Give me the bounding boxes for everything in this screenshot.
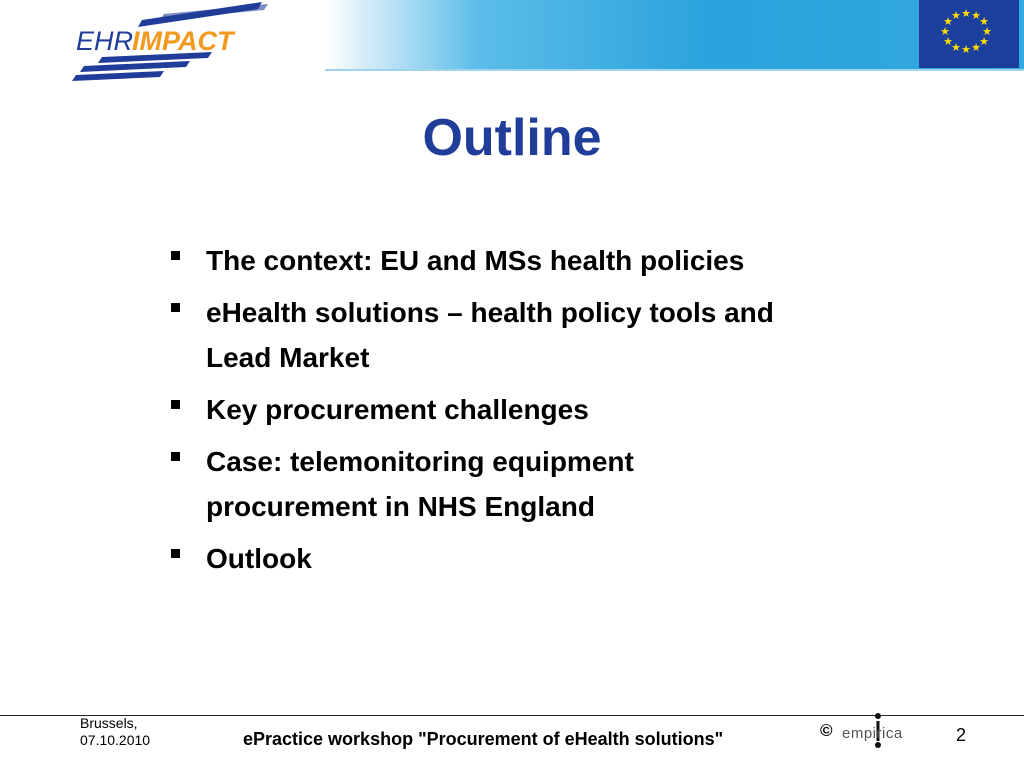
logo-text-impact: IMPACT <box>132 26 234 56</box>
eu-flag-icon <box>919 0 1019 68</box>
list-item-text: Outlook <box>206 543 312 574</box>
svg-text:★: ★ <box>940 25 950 38</box>
square-bullet-icon <box>171 549 180 558</box>
square-bullet-icon <box>171 400 180 409</box>
logo-text-ehr: EHR <box>76 26 134 56</box>
logo-stripe-bottom-3 <box>72 71 164 81</box>
footer-location-date <box>80 715 150 749</box>
list-item-text: eHealth solutions – health policy tools and <box>206 297 774 328</box>
ehr-impact-logo-icon <box>72 0 272 84</box>
logo-stripe-bottom-2 <box>80 61 190 72</box>
list-item-text: The context: EU and MSs health policies <box>206 245 745 276</box>
svg-text:★: ★ <box>979 35 989 48</box>
svg-text:★: ★ <box>961 43 971 56</box>
footer-location: Brussels, <box>80 715 138 731</box>
copyright-symbol: © <box>820 721 833 740</box>
svg-text:★: ★ <box>943 15 953 28</box>
eu-flag <box>919 0 1019 68</box>
list-item <box>166 238 866 283</box>
outline-list <box>166 238 866 588</box>
footer-event-title: ePractice workshop "Procurement of eHealth solutions" <box>243 729 724 749</box>
list-item-text: Key procurement challenges <box>206 394 589 425</box>
logo-stripe-top-2 <box>160 4 268 20</box>
footer-date: 07.10.2010 <box>80 732 151 748</box>
page-number: 2 <box>956 725 967 745</box>
square-bullet-icon <box>171 452 180 461</box>
svg-text:★: ★ <box>951 41 961 54</box>
svg-text:★: ★ <box>951 9 961 22</box>
svg-text:★: ★ <box>979 15 989 28</box>
list-item <box>166 387 866 432</box>
ehr-impact-logo <box>72 0 272 84</box>
svg-text:★: ★ <box>943 35 953 48</box>
svg-text:★: ★ <box>961 7 971 20</box>
slide-title: Outline <box>422 109 602 167</box>
svg-text:★: ★ <box>971 41 981 54</box>
list-item <box>166 536 866 581</box>
svg-text:★: ★ <box>971 9 981 22</box>
list-item-text: Case: telemonitoring equipment <box>206 446 634 477</box>
slide-header <box>0 0 1024 72</box>
svg-text:★: ★ <box>982 25 992 38</box>
list-item-text-continued: Lead Market <box>206 342 370 373</box>
list-item <box>166 439 866 529</box>
header-banner-rule <box>325 69 1024 71</box>
empirica-wordmark: empirica <box>842 725 903 742</box>
list-item <box>166 290 866 380</box>
list-item-text-continued: procurement in NHS England <box>206 491 595 522</box>
square-bullet-icon <box>171 303 180 312</box>
square-bullet-icon <box>171 251 180 260</box>
